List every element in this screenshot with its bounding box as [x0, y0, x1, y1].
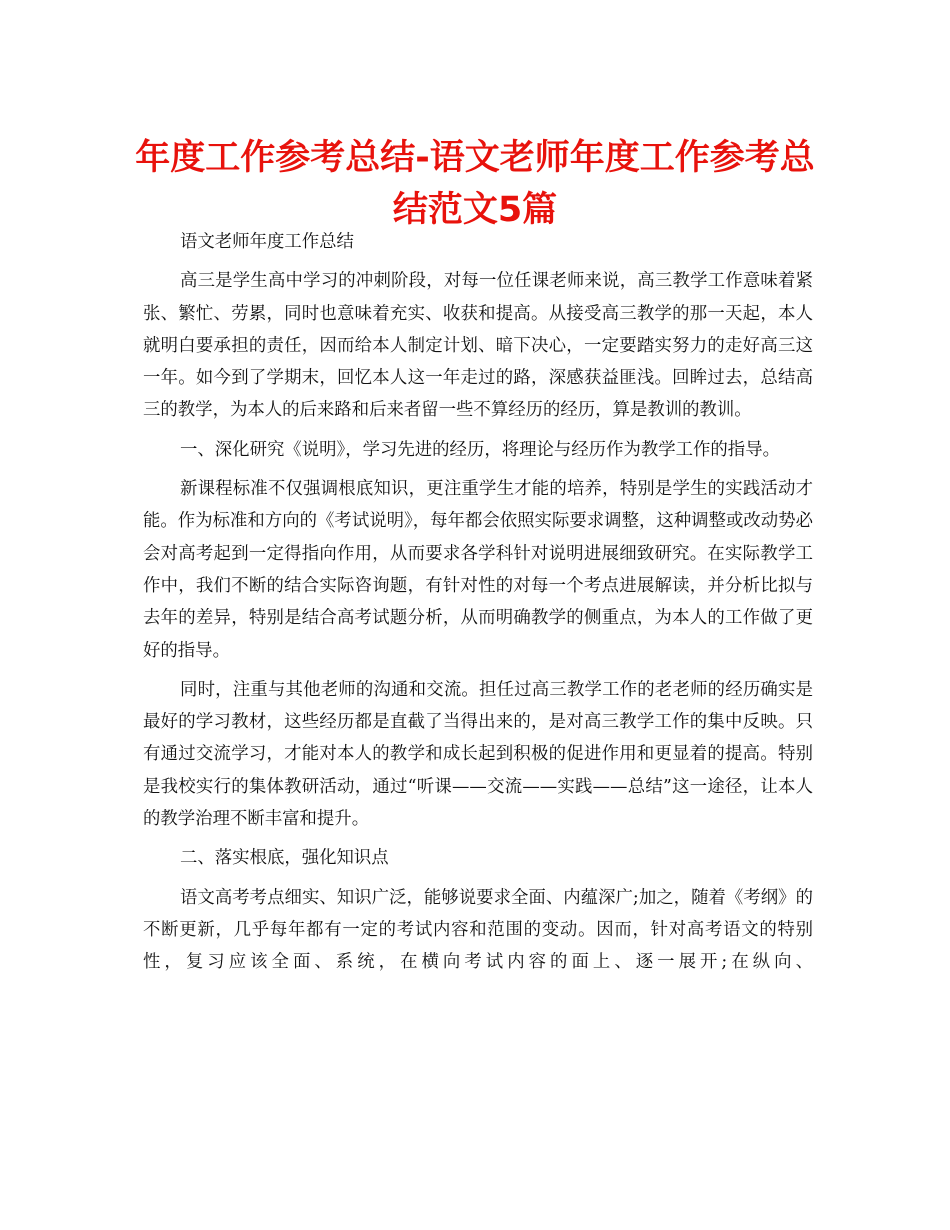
- paragraph: 新课程标准不仅强调根底知识，更注重学生才能的培养，特别是学生的实践活动才能。作为标准和方向的《考试说明》，每年都会依照实际要求调整，这种调整或改动势必会对高考起到一定得指向作用，从而要求各学科针对说明进展细致研究。在实际教学工作中，我们不断的结合实际咨询题，有针对性的对每一个考点进展解读，并分析比拟与去年的差异，特别是结合高考试题分析，从而明确教学的侧重点，为本人的工作做了更好的指导。: [143, 479, 813, 661]
- section-heading: 一、深化研究《说明》，学习先进的经历，将理论与经历作为教学工作的指导。: [180, 439, 780, 460]
- document-body: [143, 226, 813, 986]
- paragraph: 语文高考考点细实、知识广泛，能够说要求全面、内蕴深广;加之，随着《考纲》的不断更新，几乎每年都有一定的考试内容和范围的变动。因而，针对高考语文的特别性，复习应该全面、系统，在横向考试内容的面上、逐一展开;在纵向、: [143, 887, 813, 973]
- paragraph: 同时，注重与其他老师的沟通和交流。担任过高三教学工作的老老师的经历确实是最好的学习教材，这些经历都是直截了当得出来的，是对高三教学工作的集中反映。只有通过交流学习，才能对本人的教学和成长起到积极的促进作用和更显着的提高。特别是我校实行的集体教研活动，通过“听课——交流——实践——总结”这一途径，让本人的教学治理不断丰富和提升。: [143, 679, 813, 830]
- section-heading: 语文老师年度工作总结: [180, 232, 354, 252]
- paragraph: 高三是学生高中学习的冲刺阶段，对每一位任课老师来说，高三教学工作意味着紧张、繁忙、劳累，同时也意味着充实、收获和提高。从接受高三教学的那一天起，本人就明白要承担的责任，因而给本人制定计划、暗下决心，一定要踏实努力的走好高三这一年。如今到了学期末，回忆本人这一年走过的路，深感获益匪浅。回眸过去，总结高三的教学，为本人的后来路和后来者留一些不算经历的经历，算是教训的教训。: [143, 271, 813, 421]
- section-heading: 二、落实根底，强化知识点: [180, 848, 389, 869]
- document-title: 年度工作参考总结-语文老师年度工作参考总结范文5篇: [135, 138, 815, 230]
